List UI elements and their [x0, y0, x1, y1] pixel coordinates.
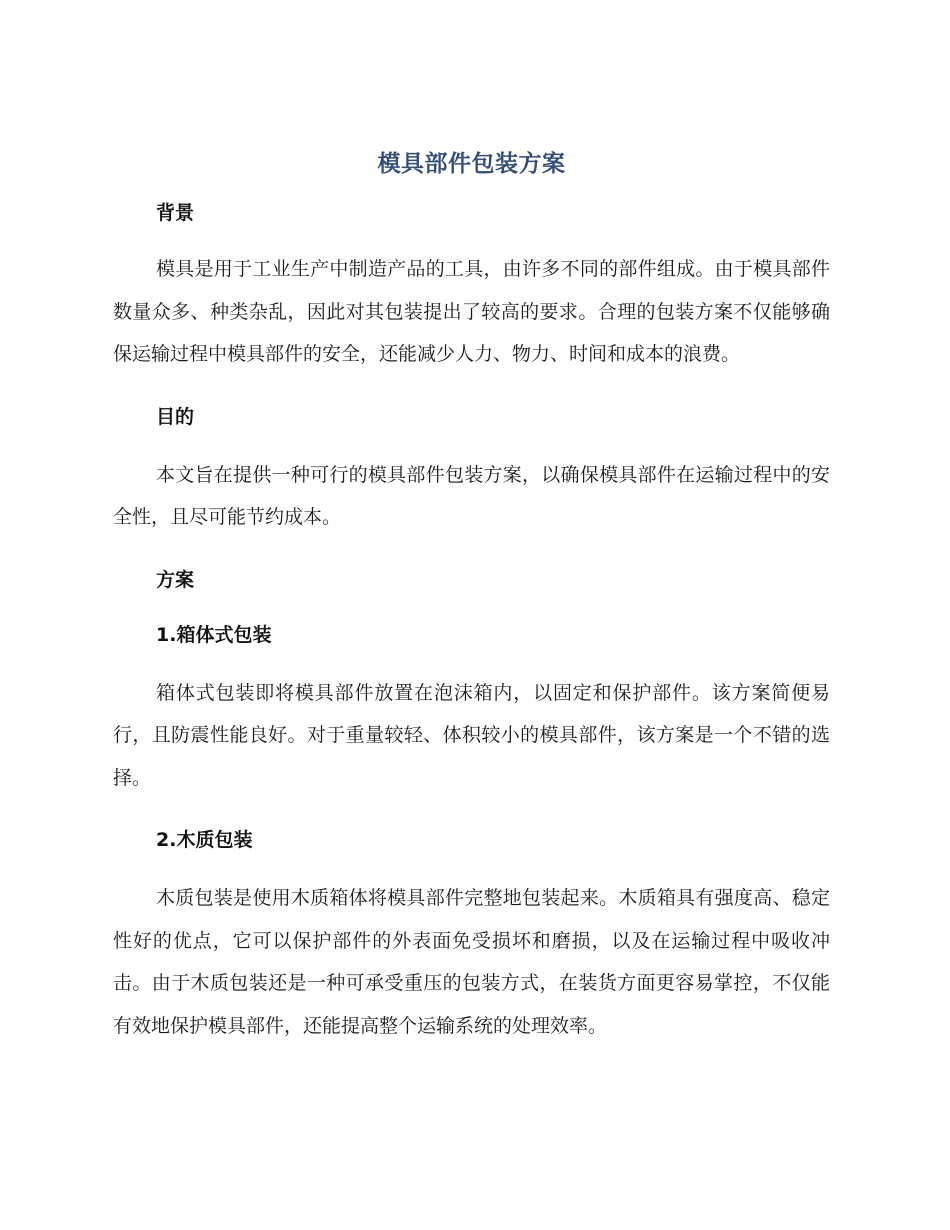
subsection-heading-wood-packaging: 2.木质包装 [156, 829, 253, 851]
document-body [113, 146, 830, 1047]
section-heading-purpose: 目的 [156, 405, 195, 428]
subsection-heading-box-packaging: 1.箱体式包装 [156, 623, 272, 646]
subsection-text-box-packaging: 箱体式包装即将模具部件放置在泡沫箱内，以固定和保护部件。该方案简便易行，且防震性能良好。对于重量较轻、体积较小的模具部件，该方案是一个不错的选择。 [113, 681, 830, 789]
section-text-background: 模具是用于工业生产中制造产品的工具，由许多不同的部件组成。由于模具部件数量众多、种类杂乱，因此对其包装提出了较高的要求。合理的包装方案不仅能够确保运输过程中模具部件的安全，还能减少人力、物力、时间和成本的浪费。 [113, 258, 830, 365]
document-title: 模具部件包装方案 [377, 151, 566, 177]
section-heading-background: 背景 [156, 202, 195, 224]
section-heading-plan: 方案 [156, 568, 195, 591]
subsection-text-wood-packaging: 木质包装是使用木质箱体将模具部件完整地包装起来。木质箱具有强度高、稳定性好的优点，它可以保护部件的外表面免受损坏和磨损，以及在运输过程中吸收冲击。由于木质包装还是一种可承受重压的包装方式，在装货方面更容易掌控，不仅能有效地保护模具部件，还能提高整个运输系统的处理效率。 [113, 887, 830, 1037]
section-text-purpose: 本文旨在提供一种可行的模具部件包装方案，以确保模具部件在运输过程中的安全性，且尽可能节约成本。 [113, 463, 830, 528]
